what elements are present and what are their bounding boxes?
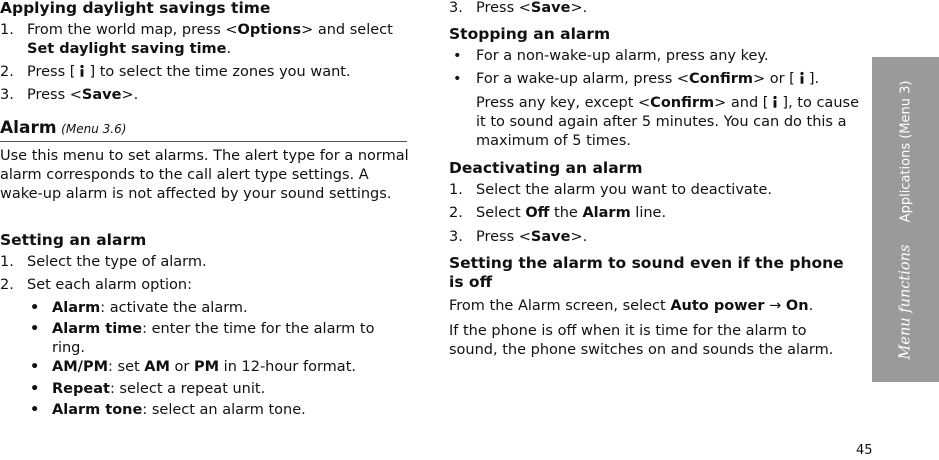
alarm-phone-off-heading: Setting the alarm to sound even if the phone is off	[449, 254, 844, 291]
section-tab-subtitle: Applications (Menu 3)	[898, 80, 913, 222]
section-divider	[0, 141, 407, 142]
page-number: 45	[856, 443, 873, 458]
setting-alarm-heading: Setting an alarm	[0, 231, 147, 249]
menu-ok-key-icon	[795, 71, 809, 85]
dst-heading: Applying daylight savings time	[0, 0, 271, 17]
auto-power-instruction: From the Alarm screen, select Auto power → On.	[449, 298, 814, 314]
deactivating-alarm-heading: Deactivating an alarm	[449, 159, 643, 177]
alarm-heading: Alarm (Menu 3.6)	[0, 118, 127, 138]
menu-ok-key-icon	[768, 95, 782, 109]
alarm-intro: Use this menu to set alarms. The alert type for a normal alarm corresponds to the call alert type settings. A wake-up alarm is not affected by your sound settings.	[0, 148, 409, 202]
auto-power-note: If the phone is off when it is time for the alarm to sound, the phone switches on and sounds the alarm.	[449, 323, 834, 358]
section-tab-title: Menu functions	[897, 244, 913, 359]
section-tab	[872, 57, 939, 382]
stopping-alarm-heading: Stopping an alarm	[449, 25, 611, 43]
menu-ok-key-icon	[75, 64, 89, 78]
